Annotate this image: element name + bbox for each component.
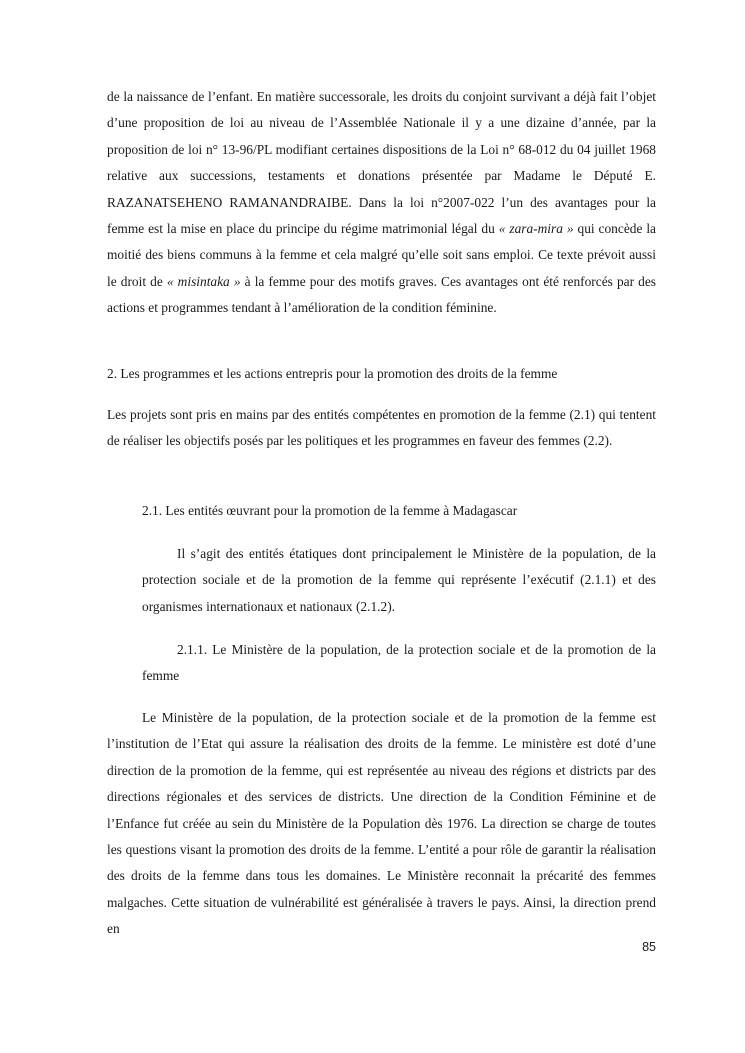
paragraph-ministry: Le Ministère de la population, de la protection sociale et de la promotion de la femme est l’institution de l’Etat qui assure la réalisation des droits de la femme. Le ministère est doté d’une direction de la promotion de la femme, qui est représentée au niveau des régions et districts par des directions régionales et des services de districts. Une direction de la Condition Féminine et de l’Enfance fut créée au sein du Ministère de la Population dès 1976. La direction se charge de toutes les questions visant la promotion des droits de la femme. L’entité a pour rôle de garantir la réalisation des droits de la femme dans tous les domaines. Le Ministère reconnait la précarité des femmes malgaches. Cette situation de vulnérabilité est généralisée à travers le pays. Ainsi, la direction prend en [107,710,656,937]
page-number: 85 [642,940,656,954]
section-heading-2-1-1: 2.1.1. Le Ministère de la population, de la protection sociale et de la promotion de la femme [142,642,656,684]
paragraph-text: qui concède la moitié des biens communs à la femme et cela malgré qu’elle soit sans emploi. Ce texte prévoit aussi le droit de [107,221,656,289]
paragraph-entities: Il s’agit des entités étatiques dont principalement le Ministère de la population, de la protection sociale et de la promotion de la femme qui représente l’exécutif (2.1.1) et des organismes internationaux et nationaux (2.1.2). [142,546,656,614]
paragraph-text: de la naissance de l’enfant. En matière successorale, les droits du conjoint survivant a déjà fait l’objet d’une proposition de loi au niveau de l’Assemblée Nationale il y a une dizaine d’année, par la proposition de loi n° 13-96/PL modifiant certaines dispositions de la Loi n° 68-012 du 04 juillet 1968 relative aux successions, testaments et donations présentée par Madame le Député E. RAZANATSEHENO RAMANANDRAIBE. Dans la loi n°2007-022 l’un des avantages pour la femme est la mise en place du principe du régime matrimonial légal du [107,89,656,237]
section-heading-2: 2. Les programmes et les actions entrepris pour la promotion des droits de la femme [107,366,558,381]
italic-term-misintaka: « misintaka » [166,273,241,289]
italic-term-zara-mira: « zara-mira » [498,221,574,237]
paragraph-text: à la femme pour des motifs graves. Ces avantages ont été renforcés par des actions et programmes tendant à l’amélioration de la condition féminine. [107,273,656,316]
paragraph-projects: Les projets sont pris en mains par des entités compétentes en promotion de la femme (2.1) qui tentent de réaliser les objectifs posés par les politiques et les programmes en faveur des femmes (2.2). [107,407,656,449]
paragraph-succession-rights [107,84,656,322]
section-heading-2-1: 2.1. Les entités œuvrant pour la promotion de la femme à Madagascar [142,503,518,518]
